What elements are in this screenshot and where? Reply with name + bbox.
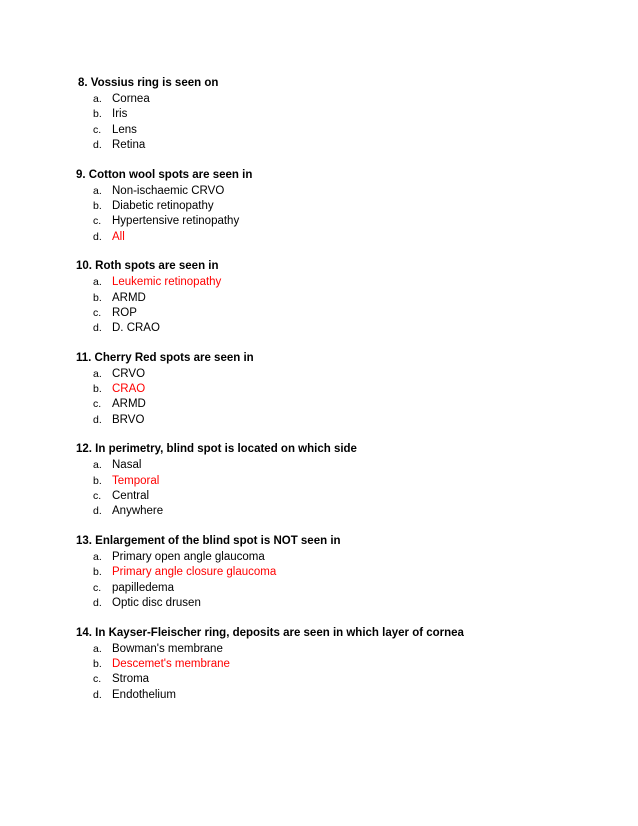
answer-option <box>93 306 137 320</box>
option-text: Endothelium <box>112 688 176 701</box>
option-letter: d. <box>93 413 102 426</box>
answer-option <box>93 657 230 671</box>
option-letter: d. <box>93 596 102 609</box>
question-title: 9. Cotton wool spots are seen in <box>76 168 253 181</box>
answer-option <box>93 184 224 198</box>
answer-option <box>93 275 221 289</box>
answer-option <box>93 413 144 427</box>
option-text: Optic disc drusen <box>112 596 201 609</box>
question-title: 13. Enlargement of the blind spot is NOT seen in <box>76 535 341 547</box>
answer-option <box>93 291 146 305</box>
option-text: Iris <box>112 108 128 121</box>
option-text: Central <box>112 490 150 502</box>
option-letter: b. <box>93 108 102 121</box>
option-letter: a. <box>93 184 102 197</box>
option-letter: d. <box>93 688 102 701</box>
option-letter: d. <box>93 505 102 518</box>
option-text: Stroma <box>112 673 150 686</box>
option-text: D. CRAO <box>112 322 160 335</box>
answer-option <box>93 92 150 106</box>
option-text: Non-ischaemic CRVO <box>112 184 225 197</box>
option-text: Lens <box>112 123 137 136</box>
answer-option <box>93 214 239 228</box>
answer-option <box>93 688 176 702</box>
option-letter: a. <box>93 642 102 655</box>
option-text: Diabetic retinopathy <box>112 199 214 212</box>
option-text-correct: All <box>112 230 125 243</box>
option-text-correct: CRAO <box>112 383 146 396</box>
option-letter: b. <box>93 199 102 212</box>
answer-option <box>93 550 265 564</box>
option-letter: b. <box>93 291 102 304</box>
option-letter: c. <box>93 490 102 502</box>
option-text: ARMD <box>112 398 146 411</box>
option-letter: b. <box>93 657 102 670</box>
answer-option <box>93 321 160 335</box>
option-text-correct: Leukemic retinopathy <box>112 276 222 289</box>
answer-option <box>93 382 145 396</box>
answer-option <box>93 474 159 488</box>
option-text-correct: Primary angle closure glaucoma <box>112 566 277 579</box>
answer-option <box>93 504 163 518</box>
option-letter: b. <box>93 474 102 487</box>
answer-option <box>93 596 201 610</box>
option-letter: a. <box>93 551 102 563</box>
option-letter: a. <box>93 276 102 289</box>
option-letter: c. <box>93 673 102 686</box>
option-letter: a. <box>93 93 102 105</box>
option-text: ROP <box>112 306 137 319</box>
option-text-correct: Descemet's membrane <box>112 657 230 670</box>
option-text: ARMD <box>112 291 146 304</box>
answer-option <box>93 123 137 137</box>
option-text: CRVO <box>112 367 146 380</box>
option-text: Hypertensive retinopathy <box>112 215 240 228</box>
option-letter: d. <box>93 138 102 151</box>
answer-option <box>93 565 276 579</box>
answer-option <box>93 199 214 213</box>
answer-option <box>93 489 149 503</box>
option-text: Nasal <box>112 459 142 472</box>
option-text: Cornea <box>112 93 150 105</box>
option-letter: d. <box>93 230 102 243</box>
option-letter: b. <box>93 383 102 396</box>
option-text: Retina <box>112 138 146 151</box>
question-title: 12. In perimetry, blind spot is located on which side <box>76 443 357 456</box>
option-text-correct: Temporal <box>112 474 160 487</box>
question-title: 11. Cherry Red spots are seen in <box>76 351 254 364</box>
option-letter: b. <box>93 566 102 579</box>
option-text: Primary open angle glaucoma <box>112 551 265 563</box>
answer-option <box>93 397 146 411</box>
option-text: papilledema <box>112 581 175 594</box>
question-title: 14. In Kayser-Fleischer ring, deposits are seen in which layer of cornea <box>76 626 464 639</box>
answer-option <box>93 458 141 472</box>
answer-option <box>93 367 145 381</box>
option-letter: c. <box>93 581 102 594</box>
answer-option <box>93 107 127 121</box>
option-letter: c. <box>93 123 102 136</box>
option-letter: c. <box>93 215 102 228</box>
question-title: 10. Roth spots are seen in <box>76 260 219 273</box>
option-letter: a. <box>93 367 102 380</box>
answer-option <box>93 642 223 656</box>
option-letter: c. <box>93 306 102 319</box>
answer-option <box>93 672 149 686</box>
option-text: BRVO <box>112 413 145 426</box>
option-letter: c. <box>93 398 102 411</box>
answer-option <box>93 230 125 244</box>
option-text: Anywhere <box>112 505 164 518</box>
option-letter: d. <box>93 322 102 335</box>
question-title: 8. Vossius ring is seen on <box>78 77 219 89</box>
option-text: Bowman's membrane <box>112 642 223 655</box>
answer-option <box>93 138 145 152</box>
option-letter: a. <box>93 459 102 472</box>
answer-option <box>93 581 174 595</box>
